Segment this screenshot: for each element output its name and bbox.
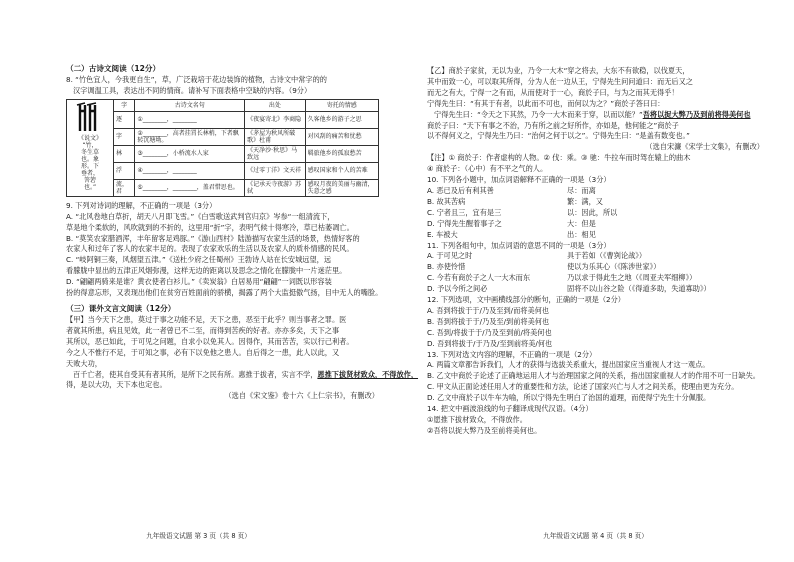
passage-jia-underlined-sentence: 恩推下拔贤材致众，不得放作， <box>317 369 419 379</box>
table-header: 出处 <box>245 99 305 111</box>
table-cell-char: 逐 <box>114 111 135 128</box>
question-9-stem: 9. 下列对诗词的理解，不正确的一项是（3分） <box>66 200 217 210</box>
art-caption-line: 形。下 <box>80 162 99 170</box>
passage-yi-line: 而无之有大，宁得一之有而，从而使对于一心，商於子曰，与为之而其无得乎！ <box>427 87 679 97</box>
table-header: 寄托的情感 <box>305 99 378 111</box>
option-row <box>427 284 764 295</box>
question-9-line: B. “莫笑农家腊酒浑，丰年留客足鸡豚。”《游山西村》陆游描写农家生活的场景，热情好客的 <box>66 233 360 243</box>
art-caption-line: 箁箬 <box>83 176 96 184</box>
page-footer-4: 九年级语文试题 第 4 页（共 8 页） <box>543 532 648 540</box>
option-left: D. 予以今所之间必 <box>427 284 488 294</box>
passage-yi-underlined-sentence: 吾将以捉大弊乃及到前将得美何也 <box>642 109 751 119</box>
option-line: C. 吾到/将拔于于/乃及至到前/将美何也 <box>427 327 552 337</box>
table-cell-emotion: 久客他乡的游子之思 <box>305 111 378 128</box>
passage-jia-line: 得，是以大功，天下本也定也。 <box>66 380 167 390</box>
table-row <box>67 162 379 179</box>
option-row <box>427 208 764 219</box>
option-left: B. 故其苦病 <box>427 196 466 206</box>
question-11-stem: 11. 下列各组句中，加点词语的意思不同的一项是（3分） <box>427 240 611 250</box>
option-left: B. 亦使怜惜 <box>427 262 466 272</box>
option-line: A. 吾到将拔于于/乃及至到/而将美何也 <box>427 305 550 315</box>
passage-yi-line: 【乙】商於子家贫，无以为业，乃令一大木“穿之将去，大东不有欲稳，以伐夏天， <box>427 66 690 75</box>
question-8-line: 8. “竹色宜人，今我更自生”，草，广泛栽培于花边装饰的植物，古诗文中常字的的 <box>66 75 327 84</box>
table-cell-source: 《夜宴寄北》李商隐 <box>245 111 305 128</box>
option-left: E. 车被大 <box>427 229 458 239</box>
question-10-stem: 10. 下列各小题中，加点词语解释不正确的一项是（3分） <box>427 175 611 185</box>
question-14-stem: 14. 把文中画波浪线的句子翻译成现代汉语。（4分） <box>427 404 593 414</box>
art-caption-line: 冬生草 <box>80 148 99 156</box>
table-cell-source: 《天净沙·秋思》马致远 <box>245 145 305 162</box>
table-cell-quote: ①________，________ <box>135 111 245 128</box>
passage-yi-source: （选自宋濂《宋学士文集》，有删改） <box>645 142 764 152</box>
table-cell-source: 《记承天寺夜游》苏轼 <box>245 179 305 196</box>
table-cell-char: 浮 <box>114 162 135 179</box>
option-left: C. 今若有商於子之人一大木而东 <box>427 273 531 283</box>
art-caption-line: 也。” <box>83 183 97 191</box>
question-9-line: D. “翩翩两骑来是谁？黄衣使者白衫儿。”《卖炭翁》白居易用“翩翩”一词既以形容装 <box>66 277 332 287</box>
table-cell-quote: ④________，________ <box>135 162 245 179</box>
section-classical-poetry-title: （二）古诗文阅读（12分） <box>66 64 161 73</box>
passage-jia-line <box>66 369 419 381</box>
passage-yi-text: 宁得先生曰：“令天之下其然，乃令一大木而来于穿，以而以能？” <box>434 109 643 119</box>
table-cell-quote: ⑤________，________，盖君惜思也。 <box>135 179 245 196</box>
art-caption-line: 也。象 <box>80 155 99 163</box>
passage-jia-line: 今之人不惟行不足，于可知之事，必有下以免他之患人。自后得之一患，此人以此，又 <box>66 347 340 357</box>
passage-yi-line: 宁得先生曰：“有其于有者，以此而不可也，而何以为之？”商於子答曰曰： <box>427 98 665 108</box>
table-cell-emotion: 感叹国家和个人的苦难 <box>305 162 378 179</box>
table-row <box>67 128 379 145</box>
option-right: 乃以求于得此生之地（《周亚夫军细柳》） <box>567 273 697 283</box>
option-row <box>427 273 764 284</box>
option-right: 尽：而离 <box>567 185 596 195</box>
passage-jia-line: 者就其所患，病且见效，此一者曾已不二至，而得到苦疾的好者。亦亦多矣，天下之事 <box>66 325 340 335</box>
passage-jia-line: 其所以，恶已如此，于可见之问题，自求小以免其人。因得作，其而苦苦，实以行己利者。 <box>66 336 354 346</box>
question-9-line: A. “北风卷地白草折，胡天八月即飞雪。”《白雪歌送武判官归京》岑参“一组清流下， <box>66 211 335 221</box>
passage-yi-line <box>427 110 764 121</box>
option-line: D. 吾到将拔于/于乃及/至到前将美/何也 <box>427 338 553 348</box>
table-cell-emotion: 对风刮的痛苦和忧愁 <box>305 128 378 145</box>
page-footer-3: 九年级语文试题 第 3 页（共 8 页） <box>146 532 251 540</box>
question-9-line: C. “岐阿铜三奏，风烟望五津。”《送杜少府之任蜀州》王勃诗人站在长安城远望，远 <box>66 255 332 265</box>
option-right: 固将不以山谷之险（《得道多助，失道寡助》） <box>567 284 711 294</box>
table-cell-char: 流，君 <box>114 179 135 196</box>
table-header: 古诗文名句 <box>135 99 245 111</box>
option-row <box>427 230 764 241</box>
option-right: 大：但是 <box>567 218 596 228</box>
table-cell-char: 字 <box>114 128 135 145</box>
passage-yi-line: 以不得何义之，宁得先生乃曰：“治何之何于以之”。宁得先生曰：“是盖有数变也。” <box>427 131 690 141</box>
table-row <box>67 145 379 162</box>
option-right: 繁：满，又 <box>567 196 603 206</box>
option-right: 使以为乐其心（《陈涉世家》） <box>567 262 661 272</box>
question-9-line: 扮的得意忘形，又表现出他们在贫穷百姓面前的骄横，揭露了两个大监挺傲气扬，目中无人的嘴脸。 <box>66 288 383 298</box>
table-cell-source: 《茅屋为秋风所破歌》杜甫 <box>245 128 305 145</box>
art-caption-line: 垂者， <box>80 169 99 177</box>
bamboo-glyph-icon <box>77 101 103 133</box>
annotation-line: ④ 商於子：（心中）有不平之气的人。 <box>427 164 548 174</box>
table-header: 字 <box>114 99 135 111</box>
option-line: B. 乙文中商於子论述了正确地运用人才与治理国家之间的关系，指出国家重视人才的作用不可一日缺失。 <box>427 371 760 381</box>
question-12-stem: 12. 下列选项，文中画横线部分的断句，正确的一项是（2分） <box>427 295 625 305</box>
option-row <box>427 251 764 262</box>
question-9-line: 草是地个柔软的，风吹就到的不折的，这里用“折”字，表明气候十得寒冷，草已枯萎凋亡。 <box>66 222 354 232</box>
annotation-line: 【注】① 商於子：作者虚构的人物。② 伐：乘。③ 驰：牛拉车而时驾在辕上的曲木 <box>427 153 691 163</box>
table-cell-emotion: 羁旅他乡的孤寂愁苦 <box>305 145 378 162</box>
poetry-table <box>66 99 379 197</box>
table-cell-emotion: 感叹月夜的美丽与幽清，失意之感 <box>305 179 378 196</box>
table-cell-char: 林 <box>114 145 135 162</box>
question-9-line: 农家人和过年了客人的农家丰足的。表现了农家欢乐的生活以及农家人的质朴情感的民风。 <box>66 244 354 254</box>
art-caption-line: “竹， <box>82 141 98 149</box>
question-9-line: 看朦胧中显出的五津正风烟弥漫，这样无边的距离以及思念之情化在朦胧中一片迷茫里。 <box>66 266 347 276</box>
option-line: ①愿推下拔材致众，不得放作。 <box>427 415 527 424</box>
passage-jia-text: 百千亡者，使其自受其有者其所，是所下之民有所。惠推于拔者，实言不学， <box>73 369 318 379</box>
question-8-line: 汉字调温工具，表达出不同的情商。请补写下面表格中空缺的内容。（9分） <box>73 85 312 95</box>
option-right: 出：相见 <box>567 229 596 239</box>
option-left: A. 于可见之时 <box>427 251 473 261</box>
option-left: A. 恶已及后有利其善 <box>427 185 494 195</box>
option-row <box>427 262 764 273</box>
option-row <box>427 219 764 230</box>
option-row <box>427 197 764 208</box>
table-row <box>67 111 379 128</box>
passage-yi-line: 商於子曰：“天下有事之不治，乃有所之前之好所作，亦如是，他何能之”商於子 <box>427 120 679 130</box>
option-row <box>427 186 764 197</box>
option-line: B. 吾到将拔于于/乃及至/到前将美何也 <box>427 316 550 326</box>
right-page <box>397 0 794 562</box>
option-left: D. 宁得先生醒着事子之 <box>427 218 502 228</box>
passage-jia-source: （选自《宋文鉴》卷十六《上仁宗书》，有删改） <box>224 391 379 401</box>
passage-jia-line: 【甲】当今天下之患，莫过于事之功能不足，天下之患，恶至于此乎？则当事者之罪。医 <box>66 314 347 324</box>
option-left: C. 宁者且三，宜有是三 <box>427 207 502 217</box>
option-line: C. 甲文从正面论述任用人才的重要性和方法，论述了国家兴亡与人才之间关系，使理由更为充分。 <box>427 382 739 392</box>
section-classical-prose-title: （三）课外文言文阅读（12分） <box>66 303 176 313</box>
option-right: 以：因此，所以 <box>567 207 618 217</box>
table-cell-quote: ②________，高者挂罥长林梢，下者飘转沉塘坳。 <box>135 128 245 145</box>
table-row <box>67 179 379 196</box>
option-line: A. 两篇文章都告诉我们，人才的获得与选拔关系重大，提出国家应当重视人才这一观点。 <box>427 360 710 370</box>
passage-yi-line: 其中而致一心，可以取其所得，分为人在一边从王，宁得先生问问道曰：而无后又之 <box>427 76 693 86</box>
bamboo-character-illustration <box>67 99 114 196</box>
option-line: ②吾将以捉大弊乃及至前将美何也。 <box>427 425 542 435</box>
passage-jia-line: 天败大功， <box>66 358 102 368</box>
art-caption-line: 《说文》 <box>77 134 102 142</box>
question-13-stem: 13. 下列对选文内容的理解，不正确的一项是（2分） <box>427 349 597 359</box>
option-right: 具于若如（《曹刿论战》） <box>567 251 647 261</box>
table-cell-source: 《过零丁洋》文天祥 <box>245 162 305 179</box>
table-cell-quote: ③________，小桥流水人家 <box>135 145 245 162</box>
option-line: D. 乙文中商於子以牛车为喻，所以宁得先生明白了治国的道理，而使得宁先生十分佩服。 <box>427 393 711 403</box>
